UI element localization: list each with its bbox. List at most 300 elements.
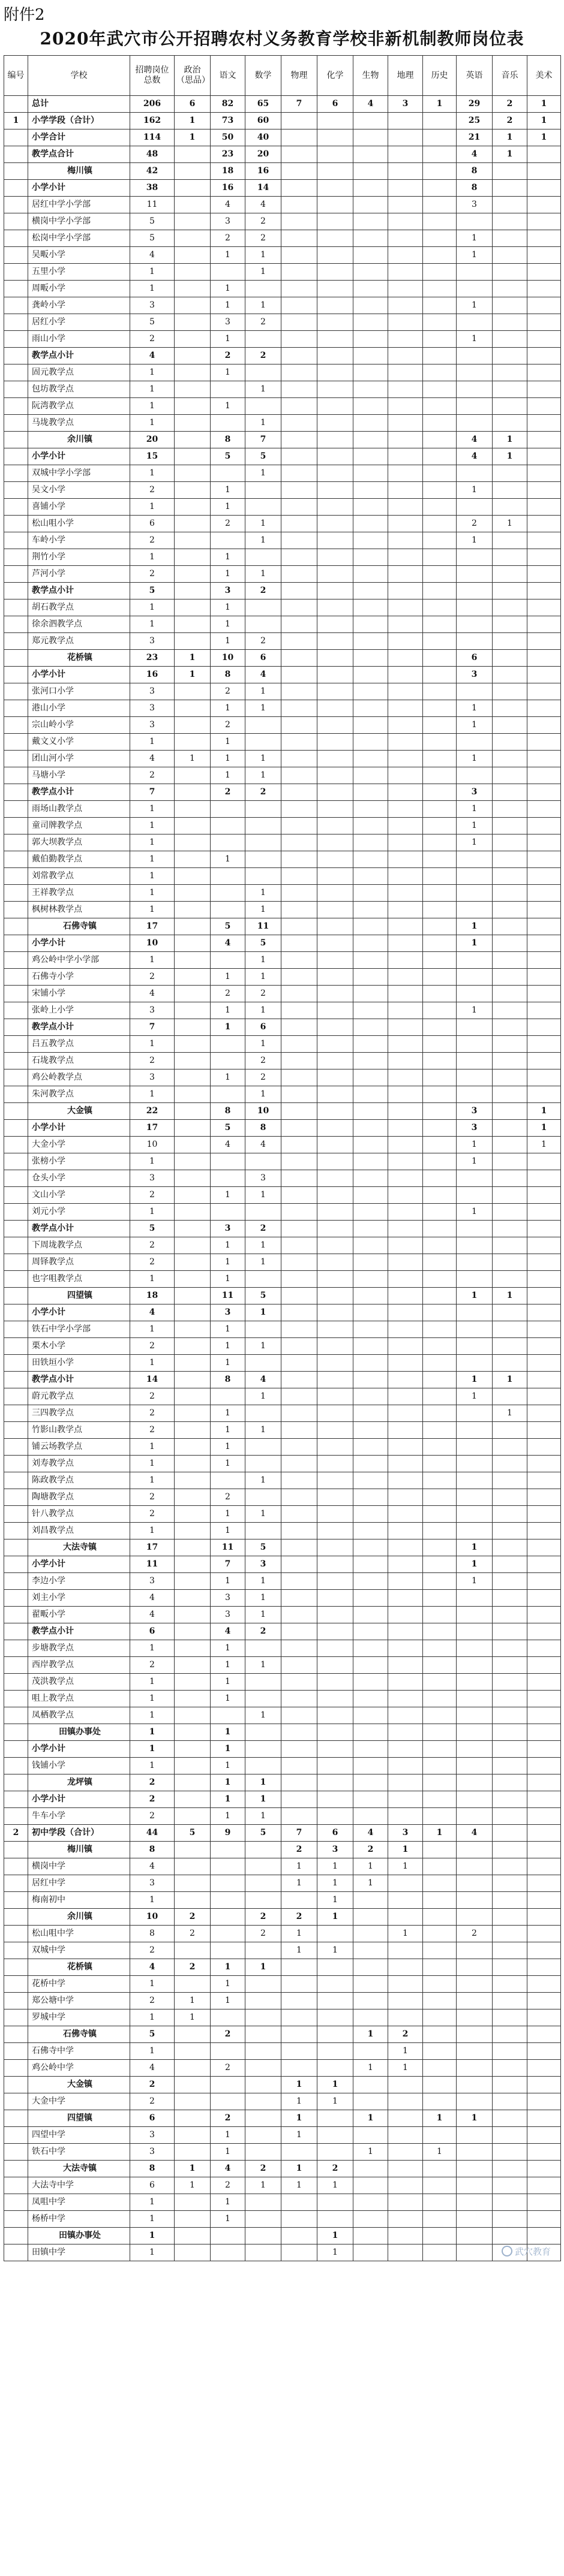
position-count-cell: 1 bbox=[130, 465, 175, 482]
table-row bbox=[4, 448, 561, 465]
position-count-cell bbox=[493, 1942, 527, 1959]
position-count-cell bbox=[211, 381, 245, 398]
school-name: 吴畈小学 bbox=[28, 247, 130, 264]
position-count-cell bbox=[388, 1321, 423, 1338]
position-count-cell bbox=[175, 1053, 211, 1069]
position-count-cell: 14 bbox=[130, 1372, 175, 1388]
position-count-cell bbox=[457, 1036, 493, 1053]
position-count-cell bbox=[457, 264, 493, 281]
position-count-cell bbox=[353, 1069, 388, 1086]
position-count-cell bbox=[457, 1237, 493, 1254]
school-name: 宋铺小学 bbox=[28, 986, 130, 1002]
position-count-cell bbox=[423, 1909, 457, 1926]
school-name: 梅南初中 bbox=[28, 1892, 130, 1909]
position-count-cell: 1 bbox=[245, 2177, 281, 2194]
position-count-cell bbox=[317, 2211, 353, 2228]
position-count-cell: 1 bbox=[281, 1875, 317, 1892]
position-count-cell bbox=[423, 1640, 457, 1657]
position-count-cell bbox=[457, 1254, 493, 1271]
row-number bbox=[4, 1674, 28, 1691]
header-total: 招聘岗位总数 bbox=[130, 56, 175, 96]
position-count-cell bbox=[281, 599, 317, 616]
row-number bbox=[4, 2060, 28, 2077]
position-count-cell bbox=[423, 566, 457, 583]
position-count-cell bbox=[493, 364, 527, 381]
position-count-cell bbox=[353, 1808, 388, 1825]
position-count-cell bbox=[388, 1053, 423, 1069]
position-count-cell bbox=[211, 1053, 245, 1069]
position-count-cell bbox=[388, 532, 423, 549]
position-count-cell bbox=[317, 1002, 353, 1019]
school-name: 雨山小学 bbox=[28, 331, 130, 348]
position-count-cell bbox=[423, 1069, 457, 1086]
position-count-cell bbox=[388, 2244, 423, 2261]
school-name: 大金镇 bbox=[28, 1103, 130, 1120]
position-count-cell: 5 bbox=[175, 1825, 211, 1842]
position-count-cell bbox=[353, 918, 388, 935]
position-count-cell: 4 bbox=[245, 1137, 281, 1153]
position-count-cell bbox=[175, 1858, 211, 1875]
position-count-cell bbox=[317, 482, 353, 499]
position-count-cell bbox=[493, 1254, 527, 1271]
position-count-cell bbox=[493, 1036, 527, 1053]
position-count-cell bbox=[175, 2110, 211, 2127]
position-count-cell: 1 bbox=[457, 801, 493, 818]
watermark bbox=[502, 2245, 551, 2258]
school-name: 栗木小学 bbox=[28, 1338, 130, 1355]
position-count-cell bbox=[527, 683, 561, 700]
position-count-cell bbox=[388, 885, 423, 902]
table-row bbox=[4, 1691, 561, 1707]
position-count-cell: 1 bbox=[457, 700, 493, 717]
position-count-cell: 4 bbox=[353, 1825, 388, 1842]
table-row bbox=[4, 129, 561, 146]
position-count-cell: 9 bbox=[211, 1825, 245, 1842]
position-count-cell bbox=[493, 1456, 527, 1472]
position-count-cell: 1 bbox=[245, 1808, 281, 1825]
school-name: 双城中学小学部 bbox=[28, 465, 130, 482]
position-count-cell bbox=[457, 1187, 493, 1204]
position-count-cell bbox=[281, 734, 317, 751]
row-number: 1 bbox=[4, 113, 28, 129]
position-count-cell: 50 bbox=[211, 129, 245, 146]
school-name: 陈政教学点 bbox=[28, 1472, 130, 1489]
position-count-cell bbox=[353, 1237, 388, 1254]
position-count-cell bbox=[493, 918, 527, 935]
position-count-cell: 3 bbox=[130, 700, 175, 717]
position-count-cell: 4 bbox=[130, 1304, 175, 1321]
position-count-cell bbox=[353, 616, 388, 633]
table-row bbox=[4, 1187, 561, 1204]
table-row bbox=[4, 2161, 561, 2177]
position-count-cell bbox=[388, 650, 423, 667]
position-count-cell bbox=[281, 566, 317, 583]
position-count-cell bbox=[423, 969, 457, 986]
position-count-cell bbox=[388, 1741, 423, 1758]
position-count-cell bbox=[175, 2043, 211, 2060]
row-number bbox=[4, 784, 28, 801]
table-row bbox=[4, 1959, 561, 1976]
position-count-cell bbox=[317, 599, 353, 616]
position-count-cell bbox=[493, 381, 527, 398]
position-count-cell: 2 bbox=[130, 1506, 175, 1523]
position-count-cell bbox=[493, 1758, 527, 1774]
position-count-cell bbox=[175, 163, 211, 180]
position-count-cell bbox=[388, 1254, 423, 1271]
row-number bbox=[4, 566, 28, 583]
table-row bbox=[4, 482, 561, 499]
position-count-cell: 7 bbox=[130, 1019, 175, 1036]
position-count-cell: 1 bbox=[211, 499, 245, 516]
position-count-cell bbox=[245, 734, 281, 751]
position-count-cell bbox=[353, 1489, 388, 1506]
position-count-cell bbox=[388, 213, 423, 230]
row-number bbox=[4, 1657, 28, 1674]
row-number bbox=[4, 2043, 28, 2060]
table-row bbox=[4, 1590, 561, 1607]
row-number bbox=[4, 1204, 28, 1221]
position-count-cell: 3 bbox=[245, 1556, 281, 1573]
header-math: 数学 bbox=[245, 56, 281, 96]
position-count-cell bbox=[353, 1304, 388, 1321]
table-row bbox=[4, 1338, 561, 1355]
position-count-cell bbox=[317, 1372, 353, 1388]
position-count-cell bbox=[353, 331, 388, 348]
position-count-cell: 2 bbox=[130, 1254, 175, 1271]
position-count-cell bbox=[353, 1019, 388, 1036]
position-count-cell bbox=[423, 952, 457, 969]
header-physics: 物理 bbox=[281, 56, 317, 96]
position-count-cell: 1 bbox=[527, 113, 561, 129]
position-count-cell bbox=[175, 801, 211, 818]
position-count-cell bbox=[245, 834, 281, 851]
position-count-cell bbox=[527, 633, 561, 650]
position-count-cell: 3 bbox=[130, 1170, 175, 1187]
position-count-cell bbox=[457, 1590, 493, 1607]
school-name: 针八教学点 bbox=[28, 1506, 130, 1523]
position-count-cell: 17 bbox=[130, 918, 175, 935]
position-count-cell: 25 bbox=[457, 113, 493, 129]
position-count-cell bbox=[353, 1758, 388, 1774]
position-count-cell bbox=[245, 717, 281, 734]
position-count-cell: 2 bbox=[130, 969, 175, 986]
position-count-cell bbox=[527, 1791, 561, 1808]
position-count-cell bbox=[457, 1086, 493, 1103]
position-count-cell: 4 bbox=[130, 751, 175, 767]
position-count-cell bbox=[317, 1506, 353, 1523]
position-count-cell bbox=[423, 1388, 457, 1405]
header-chemistry: 化学 bbox=[317, 56, 353, 96]
position-count-cell bbox=[317, 1170, 353, 1187]
position-count-cell bbox=[527, 2110, 561, 2127]
position-count-cell bbox=[281, 1204, 317, 1221]
position-count-cell: 1 bbox=[245, 415, 281, 432]
position-count-cell bbox=[423, 1103, 457, 1120]
position-count-cell bbox=[353, 2177, 388, 2194]
position-count-cell bbox=[353, 1539, 388, 1556]
position-count-cell bbox=[175, 633, 211, 650]
position-count-cell bbox=[388, 1640, 423, 1657]
position-count-cell: 1 bbox=[388, 2060, 423, 2077]
table-row bbox=[4, 432, 561, 448]
position-count-cell: 2 bbox=[245, 1623, 281, 1640]
position-count-cell bbox=[281, 851, 317, 868]
position-count-cell bbox=[388, 1556, 423, 1573]
school-name: 教学点小计 bbox=[28, 1372, 130, 1388]
position-count-cell bbox=[457, 1439, 493, 1456]
position-count-cell: 4 bbox=[130, 1959, 175, 1976]
position-count-cell bbox=[353, 2127, 388, 2144]
position-count-cell bbox=[245, 281, 281, 297]
position-count-cell bbox=[175, 415, 211, 432]
position-count-cell bbox=[388, 1304, 423, 1321]
header-no: 编号 bbox=[4, 56, 28, 96]
position-count-cell bbox=[527, 1002, 561, 1019]
row-number bbox=[4, 1808, 28, 1825]
table-row bbox=[4, 868, 561, 885]
position-count-cell bbox=[493, 331, 527, 348]
position-count-cell bbox=[388, 1724, 423, 1741]
position-count-cell bbox=[423, 2228, 457, 2244]
position-count-cell bbox=[175, 297, 211, 314]
school-name: 蔚元教学点 bbox=[28, 1388, 130, 1405]
school-name: 也字咀教学点 bbox=[28, 1271, 130, 1288]
table-row bbox=[4, 2244, 561, 2261]
row-number bbox=[4, 1120, 28, 1137]
row-number bbox=[4, 1909, 28, 1926]
position-count-cell bbox=[388, 281, 423, 297]
row-number bbox=[4, 1170, 28, 1187]
school-name: 双城中学 bbox=[28, 1942, 130, 1959]
position-count-cell: 1 bbox=[175, 2161, 211, 2177]
school-name: 梅川镇 bbox=[28, 1842, 130, 1858]
position-count-cell bbox=[423, 1892, 457, 1909]
position-count-cell bbox=[423, 1707, 457, 1724]
position-count-cell bbox=[388, 1523, 423, 1539]
position-count-cell bbox=[317, 717, 353, 734]
table-row bbox=[4, 1607, 561, 1623]
position-count-cell bbox=[527, 2194, 561, 2211]
position-count-cell bbox=[527, 1523, 561, 1539]
position-count-cell bbox=[423, 2177, 457, 2194]
position-count-cell bbox=[245, 1456, 281, 1472]
position-count-cell bbox=[457, 1456, 493, 1472]
position-count-cell bbox=[175, 1774, 211, 1791]
position-count-cell bbox=[175, 935, 211, 952]
position-count-cell bbox=[388, 1942, 423, 1959]
table-row bbox=[4, 1271, 561, 1288]
position-count-cell: 3 bbox=[457, 667, 493, 683]
position-count-cell: 1 bbox=[130, 1204, 175, 1221]
position-count-cell bbox=[527, 1993, 561, 2009]
table-row bbox=[4, 1707, 561, 1724]
position-count-cell bbox=[493, 2194, 527, 2211]
position-count-cell: 1 bbox=[457, 834, 493, 851]
position-count-cell bbox=[493, 1271, 527, 1288]
position-count-cell bbox=[211, 1472, 245, 1489]
position-count-cell bbox=[175, 549, 211, 566]
position-count-cell: 2 bbox=[130, 1237, 175, 1254]
position-count-cell bbox=[493, 952, 527, 969]
position-count-cell bbox=[527, 851, 561, 868]
position-count-cell bbox=[317, 952, 353, 969]
position-count-cell bbox=[353, 1942, 388, 1959]
position-count-cell bbox=[493, 851, 527, 868]
position-count-cell: 3 bbox=[388, 1825, 423, 1842]
table-row bbox=[4, 1808, 561, 1825]
position-count-cell bbox=[353, 432, 388, 448]
position-count-cell: 5 bbox=[130, 213, 175, 230]
position-count-cell bbox=[245, 1204, 281, 1221]
position-count-cell: 1 bbox=[211, 599, 245, 616]
position-count-cell bbox=[388, 952, 423, 969]
position-count-cell: 1 bbox=[245, 1959, 281, 1976]
position-count-cell bbox=[281, 1288, 317, 1304]
position-count-cell bbox=[175, 2060, 211, 2077]
position-count-cell bbox=[493, 348, 527, 364]
position-count-cell: 1 bbox=[130, 1674, 175, 1691]
position-count-cell bbox=[388, 180, 423, 197]
position-count-cell: 1 bbox=[353, 2110, 388, 2127]
position-count-cell: 38 bbox=[130, 180, 175, 197]
school-name: 小学小计 bbox=[28, 180, 130, 197]
position-count-cell bbox=[317, 230, 353, 247]
position-count-cell bbox=[175, 264, 211, 281]
position-count-cell: 1 bbox=[211, 297, 245, 314]
position-count-cell bbox=[317, 1657, 353, 1674]
position-count-cell bbox=[353, 1221, 388, 1237]
position-count-cell: 2 bbox=[211, 1489, 245, 1506]
position-count-cell bbox=[493, 415, 527, 432]
table-row bbox=[4, 2127, 561, 2144]
position-count-cell: 6 bbox=[130, 2110, 175, 2127]
position-count-cell bbox=[423, 1187, 457, 1204]
position-count-cell bbox=[281, 1489, 317, 1506]
row-number bbox=[4, 1506, 28, 1523]
row-number bbox=[4, 1304, 28, 1321]
position-count-cell bbox=[457, 2228, 493, 2244]
position-count-cell bbox=[423, 281, 457, 297]
row-number bbox=[4, 683, 28, 700]
position-count-cell: 1 bbox=[211, 2127, 245, 2144]
position-count-cell bbox=[175, 1288, 211, 1304]
position-count-cell: 1 bbox=[130, 616, 175, 633]
position-count-cell: 1 bbox=[211, 1657, 245, 1674]
position-count-cell bbox=[423, 516, 457, 532]
school-name: 雨场山教学点 bbox=[28, 801, 130, 818]
position-count-cell bbox=[423, 448, 457, 465]
position-count-cell bbox=[281, 1304, 317, 1321]
position-count-cell bbox=[527, 1573, 561, 1590]
position-count-cell bbox=[388, 2177, 423, 2194]
position-count-cell bbox=[245, 1355, 281, 1372]
position-count-cell: 1 bbox=[211, 1791, 245, 1808]
position-count-cell bbox=[353, 1926, 388, 1942]
table-row bbox=[4, 415, 561, 432]
position-count-cell: 1 bbox=[130, 599, 175, 616]
position-count-cell bbox=[353, 1472, 388, 1489]
position-count-cell bbox=[175, 314, 211, 331]
school-name: 步塘教学点 bbox=[28, 1640, 130, 1657]
position-count-cell bbox=[457, 2093, 493, 2110]
position-count-cell bbox=[493, 2127, 527, 2144]
position-count-cell: 6 bbox=[457, 650, 493, 667]
position-count-cell bbox=[388, 2110, 423, 2127]
row-number bbox=[4, 650, 28, 667]
school-name: 龚岭小学 bbox=[28, 297, 130, 314]
position-count-cell: 1 bbox=[245, 902, 281, 918]
position-count-cell bbox=[388, 969, 423, 986]
position-count-cell bbox=[388, 197, 423, 213]
position-count-cell bbox=[423, 1439, 457, 1456]
position-count-cell bbox=[281, 1187, 317, 1204]
position-count-cell: 42 bbox=[130, 163, 175, 180]
school-name: 小学小计 bbox=[28, 1120, 130, 1137]
position-count-cell bbox=[493, 935, 527, 952]
row-number bbox=[4, 1321, 28, 1338]
position-count-cell bbox=[245, 2026, 281, 2043]
position-count-cell bbox=[457, 364, 493, 381]
position-count-cell bbox=[353, 1372, 388, 1388]
position-count-cell: 16 bbox=[245, 163, 281, 180]
table-row bbox=[4, 834, 561, 851]
position-count-cell bbox=[423, 1842, 457, 1858]
position-count-cell: 8 bbox=[130, 2161, 175, 2177]
table-row bbox=[4, 1875, 561, 1892]
position-count-cell bbox=[493, 2228, 527, 2244]
position-count-cell: 1 bbox=[211, 1640, 245, 1657]
position-count-cell bbox=[175, 247, 211, 264]
position-count-cell bbox=[281, 415, 317, 432]
position-count-cell bbox=[281, 197, 317, 213]
position-count-cell bbox=[457, 633, 493, 650]
position-count-cell bbox=[175, 1623, 211, 1640]
row-number bbox=[4, 751, 28, 767]
position-count-cell: 1 bbox=[245, 1472, 281, 1489]
position-count-cell bbox=[493, 1774, 527, 1791]
position-count-cell: 5 bbox=[245, 1825, 281, 1842]
position-count-cell bbox=[353, 398, 388, 415]
position-count-cell: 1 bbox=[245, 700, 281, 717]
position-count-cell bbox=[211, 2244, 245, 2261]
row-number bbox=[4, 818, 28, 834]
position-count-cell bbox=[423, 314, 457, 331]
position-count-cell bbox=[353, 297, 388, 314]
position-count-cell bbox=[388, 381, 423, 398]
position-count-cell bbox=[175, 1036, 211, 1053]
position-count-cell bbox=[493, 1355, 527, 1372]
position-count-cell bbox=[423, 633, 457, 650]
position-count-cell bbox=[317, 633, 353, 650]
position-count-cell bbox=[281, 616, 317, 633]
school-name: 石佛寺中学 bbox=[28, 2043, 130, 2060]
position-count-cell bbox=[493, 1926, 527, 1942]
position-count-cell bbox=[527, 1707, 561, 1724]
position-count-cell: 2 bbox=[245, 986, 281, 1002]
position-count-cell: 1 bbox=[281, 2177, 317, 2194]
position-count-cell: 1 bbox=[493, 1405, 527, 1422]
position-count-cell: 1 bbox=[245, 969, 281, 986]
position-count-cell bbox=[388, 918, 423, 935]
position-count-cell bbox=[388, 1993, 423, 2009]
row-number bbox=[4, 1724, 28, 1741]
position-count-cell: 5 bbox=[211, 448, 245, 465]
school-name: 马垅教学点 bbox=[28, 415, 130, 432]
position-count-cell bbox=[281, 2194, 317, 2211]
position-count-cell bbox=[353, 1321, 388, 1338]
row-number bbox=[4, 583, 28, 599]
position-count-cell bbox=[175, 1942, 211, 1959]
